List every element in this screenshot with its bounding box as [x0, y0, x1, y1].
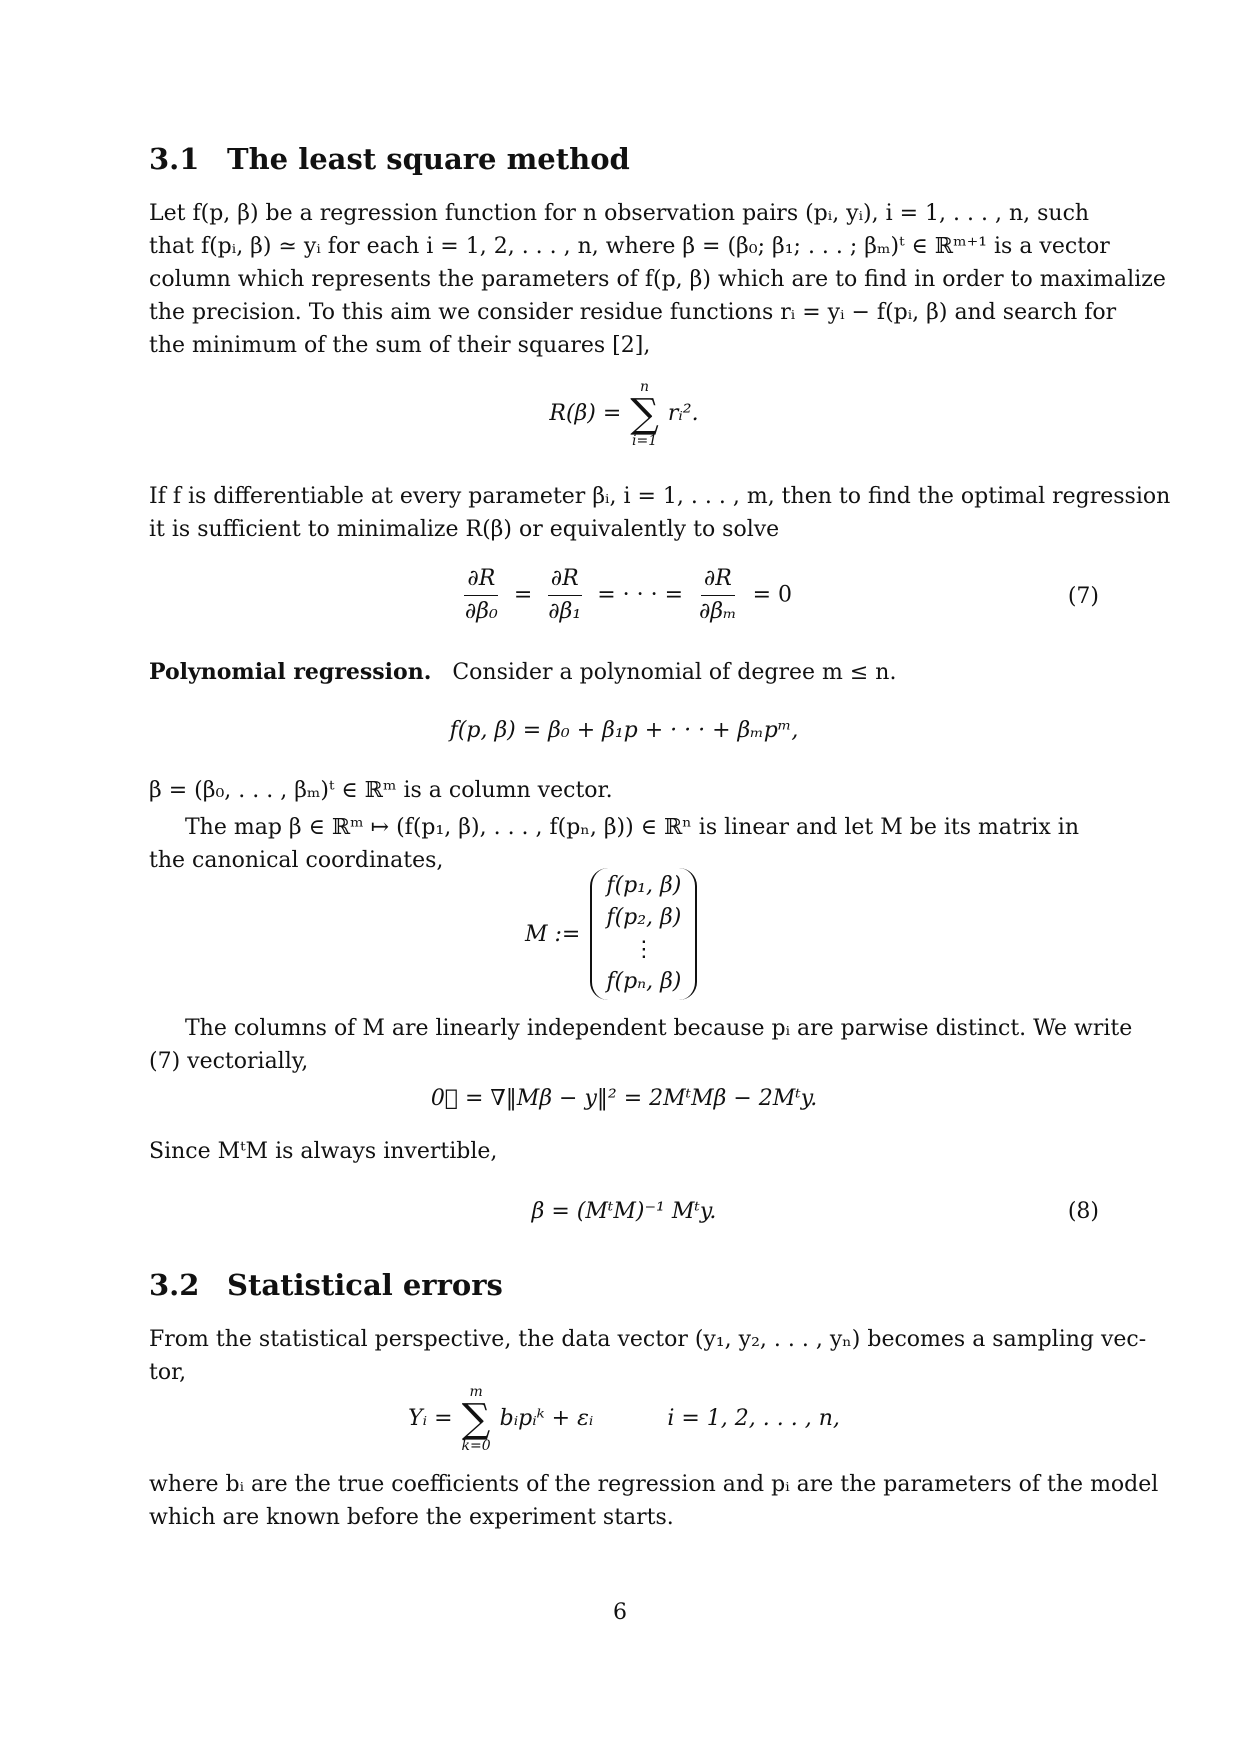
equation-8 — [149, 1199, 1099, 1224]
equation-residual-sum — [149, 380, 1099, 448]
section-heading-3-1 — [149, 142, 630, 176]
paragraph-differentiable — [149, 480, 1171, 546]
text-line: If f is differentiable at every parameter βᵢ, i = 1, . . . , m, then to find the optimal regression — [149, 484, 1171, 509]
since-line — [149, 1139, 497, 1164]
equals-sign: = — [513, 582, 533, 608]
text-line: Consider a polynomial of degree m ≤ n. — [452, 660, 897, 685]
sigma-symbol: ∑ — [461, 1396, 491, 1442]
numerator: ∂R — [464, 566, 498, 596]
equals-zero: = 0 — [752, 582, 793, 608]
summation — [630, 380, 659, 448]
text-line: where bᵢ are the true coefficients of the regression and pᵢ are the parameters of the model — [149, 1472, 1159, 1497]
text-line: β = (β₀, . . . , βₘ)ᵗ ∈ ℝᵐ is a column vector. — [149, 778, 613, 803]
denominator: ∂β₁ — [548, 599, 582, 624]
matrix-cells — [590, 868, 697, 1000]
matrix-row: f(p₁, β) — [606, 873, 682, 898]
matrix-row: ⋮ — [632, 937, 655, 962]
eq-body: β = (MᵗM)⁻¹ Mᵗy. — [531, 1199, 717, 1224]
text-line: tor, — [149, 1360, 187, 1385]
equals-ellipsis: = · · · = — [597, 582, 684, 608]
denominator: ∂βₘ — [699, 599, 737, 624]
text-line: the precision. To this aim we consider residue functions rᵢ = yᵢ − f(pᵢ, β) and search for — [149, 300, 1117, 325]
fraction — [545, 566, 584, 625]
equation-sampling — [149, 1385, 1099, 1453]
text-line: the canonical coordinates, — [149, 848, 444, 873]
equation-number-8: (8) — [1067, 1199, 1099, 1224]
matrix-row: f(pₙ, β) — [606, 969, 682, 994]
polynomial-regression-paragraph — [149, 659, 896, 685]
section-title: Statistical errors — [227, 1268, 503, 1302]
text-line: The map β ∈ ℝᵐ ↦ (f(p₁, β), . . . , f(pₙ, β)) ∈ ℝⁿ is linear and let M be its matrix in — [185, 815, 1079, 840]
equation-matrix-M — [525, 868, 697, 1000]
numerator: ∂R — [548, 566, 582, 596]
text-line: (7) vectorially, — [149, 1049, 309, 1074]
paragraph-columns — [149, 1012, 1133, 1078]
summation — [462, 1385, 491, 1453]
matrix — [590, 868, 697, 1000]
equation-number-7: (7) — [1067, 584, 1099, 609]
equation-polynomial — [149, 718, 1099, 743]
eq-body: f(p, β) = β₀ + β₁p + · · · + βₘpᵐ, — [449, 718, 799, 743]
text-line: column which represents the parameters of f(p, β) which are to find in order to maximalize — [149, 267, 1166, 292]
section-title: The least square method — [227, 142, 630, 176]
matrix-row: f(p₂, β) — [606, 905, 682, 930]
section-number: 3.1 — [149, 142, 200, 176]
text-line: From the statistical perspective, the data vector (y₁, y₂, . . . , yₙ) becomes a sampling vec- — [149, 1327, 1147, 1352]
section-number: 3.2 — [149, 1268, 200, 1302]
fraction — [696, 566, 740, 625]
eq-rhs: bᵢpᵢᵏ + εᵢ — [499, 1406, 594, 1431]
paragraph-statistical — [149, 1323, 1147, 1389]
text-line: that f(pᵢ, β) ≃ yᵢ for each i = 1, 2, . . . , n, where β = (β₀; β₁; . . . ; βₘ)ᵗ ∈ ℝᵐ⁺¹ is a vector — [149, 234, 1110, 259]
text-line: The columns of M are linearly independent because pᵢ are parwise distinct. We write — [185, 1016, 1133, 1041]
paragraph-intro — [149, 197, 1166, 362]
numerator: ∂R — [701, 566, 735, 596]
sum-upper-limit: m — [469, 1384, 483, 1400]
text-line: Let f(p, β) be a regression function for n observation pairs (pᵢ, yᵢ), i = 1, . . . , n, such — [149, 201, 1090, 226]
eq-condition: i = 1, 2, . . . , n, — [667, 1406, 840, 1431]
paragraph-coefficients — [149, 1468, 1159, 1534]
section-heading-3-2 — [149, 1268, 503, 1302]
page-number: 6 — [613, 1600, 627, 1625]
text-line: which are known before the experiment starts. — [149, 1505, 674, 1530]
run-in-heading: Polynomial regression. — [149, 659, 432, 685]
sum-lower-limit: i=1 — [632, 433, 658, 449]
text-line: the minimum of the sum of their squares [2], — [149, 333, 651, 358]
eq-body: 0⃗ = ∇‖Mβ − y‖² = 2MᵗMβ − 2Mᵗy. — [430, 1086, 818, 1111]
eq-rhs: rᵢ². — [667, 401, 699, 426]
denominator: ∂β₀ — [464, 599, 498, 624]
column-vector-line — [149, 778, 613, 803]
sum-lower-limit: k=0 — [461, 1438, 491, 1454]
fraction — [462, 566, 501, 625]
equation-7 — [149, 566, 1099, 625]
text-line: Since MᵗM is always invertible, — [149, 1139, 498, 1164]
eq-lhs: Yᵢ = — [408, 1406, 453, 1431]
matrix-lhs: M := — [525, 921, 581, 947]
eq-lhs: R(β) = — [549, 401, 622, 426]
sigma-symbol: ∑ — [630, 391, 659, 437]
text-line: it is sufficient to minimalize R(β) or equivalently to solve — [149, 517, 780, 542]
sum-upper-limit: n — [640, 379, 650, 395]
equation-gradient — [149, 1086, 1099, 1111]
